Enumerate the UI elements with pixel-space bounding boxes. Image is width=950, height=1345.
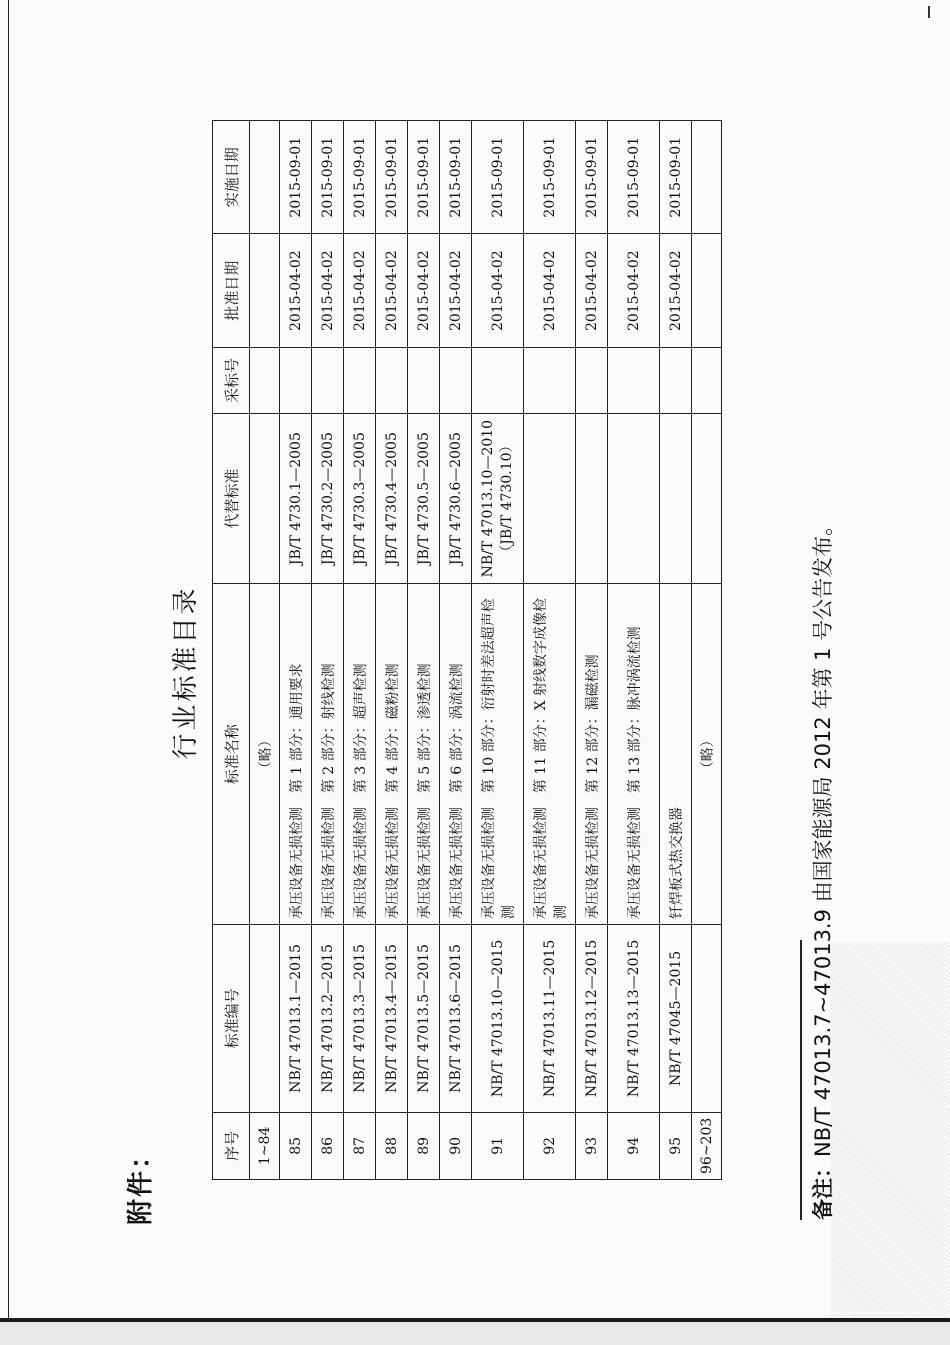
- cell-empty: [692, 121, 722, 234]
- attachment-label: 附件：: [126, 1140, 156, 1225]
- cell-approved: 2015-04-02: [576, 234, 608, 347]
- cell-approved: 2015-04-02: [344, 234, 376, 347]
- cell-code: NB/T 47045—2015: [660, 925, 692, 1113]
- cell-name: 承压设备无损检测 第 10 部分：衍射时差法超声检测: [472, 584, 524, 925]
- cell-adopted: [408, 347, 440, 413]
- cell-omitted: （略）: [250, 584, 280, 925]
- cell-empty: [692, 925, 722, 1113]
- table-row: [440, 121, 472, 1180]
- cell-seq: 86: [312, 1112, 344, 1179]
- cell-seq: 92: [524, 1112, 576, 1179]
- cell-replaced: [576, 413, 608, 583]
- cell-adopted: [312, 347, 344, 413]
- cell-name: 承压设备无损检测 第 5 部分：渗透检测: [408, 584, 440, 925]
- cell-name: 承压设备无损检测 第 11 部分：X 射线数字成像检测: [524, 584, 576, 925]
- cell-code: NB/T 47013.4—2015: [376, 925, 408, 1113]
- cell-adopted: [472, 347, 524, 413]
- cell-implemented: 2015-09-01: [408, 121, 440, 234]
- cell-implemented: 2015-09-01: [524, 121, 576, 234]
- cell-approved: 2015-04-02: [440, 234, 472, 347]
- cell-code: NB/T 47013.12—2015: [576, 925, 608, 1113]
- cell-empty: [250, 121, 280, 234]
- cell-seq: 91: [472, 1112, 524, 1179]
- note-text: NB/T 47013.7~47013.9 由国家能源局 2012 年第 1 号公告发布。: [811, 514, 835, 1157]
- cell-replaced: JB/T 4730.6—2005: [440, 413, 472, 583]
- cell-seq: 93: [576, 1112, 608, 1179]
- header-code: 标准编号: [213, 925, 250, 1113]
- table-row: [576, 121, 608, 1180]
- cell-seq: 1~84: [250, 1112, 280, 1179]
- cell-approved: 2015-04-02: [280, 234, 312, 347]
- cell-adopted: [524, 347, 576, 413]
- cell-name: 承压设备无损检测 第 2 部分：射线检测: [312, 584, 344, 925]
- cell-empty: [692, 413, 722, 583]
- cell-replaced: JB/T 4730.4—2005: [376, 413, 408, 583]
- standards-table: [212, 120, 722, 1180]
- cell-empty: [250, 925, 280, 1113]
- cell-replaced: JB/T 4730.1—2005: [280, 413, 312, 583]
- table-row: [408, 121, 440, 1180]
- table-row-omitted-bottom: [692, 121, 722, 1180]
- table-row: [660, 121, 692, 1180]
- cell-approved: 2015-04-02: [312, 234, 344, 347]
- page-title: 行业标准目录: [171, 585, 201, 760]
- header-name: 标准名称: [213, 584, 250, 925]
- cell-seq: 95: [660, 1112, 692, 1179]
- cell-adopted: [660, 347, 692, 413]
- cell-approved: 2015-04-02: [376, 234, 408, 347]
- cell-adopted: [344, 347, 376, 413]
- table-row: [280, 121, 312, 1180]
- cell-replaced: [660, 413, 692, 583]
- cell-adopted: [280, 347, 312, 413]
- cell-implemented: 2015-09-01: [660, 121, 692, 234]
- cell-code: NB/T 47013.13—2015: [608, 925, 660, 1113]
- cell-code: NB/T 47013.1—2015: [280, 925, 312, 1113]
- cell-replaced: JB/T 4730.5—2005: [408, 413, 440, 583]
- table-header-row: [213, 121, 250, 1180]
- cell-replaced: JB/T 4730.3—2005: [344, 413, 376, 583]
- table-row-omitted-top: [250, 121, 280, 1180]
- table-row: [344, 121, 376, 1180]
- cell-seq: 87: [344, 1112, 376, 1179]
- cell-adopted: [440, 347, 472, 413]
- cell-seq: 90: [440, 1112, 472, 1179]
- cell-empty: [250, 413, 280, 583]
- cell-replaced: NB/T 47013.10—2010（JB/T 4730.10）: [472, 413, 524, 583]
- cell-code: NB/T 47013.5—2015: [408, 925, 440, 1113]
- header-replaced: 代替标准: [213, 413, 250, 583]
- note-divider: [800, 940, 802, 1220]
- cell-adopted: [376, 347, 408, 413]
- cell-implemented: 2015-09-01: [576, 121, 608, 234]
- cell-implemented: 2015-09-01: [472, 121, 524, 234]
- cell-empty: [250, 347, 280, 413]
- table-row: [608, 121, 660, 1180]
- table-row: [472, 121, 524, 1180]
- cell-name: 承压设备无损检测 第 13 部分：脉冲涡流检测: [608, 584, 660, 925]
- cell-name: 承压设备无损检测 第 4 部分：磁粉检测: [376, 584, 408, 925]
- cell-seq: 89: [408, 1112, 440, 1179]
- header-approved: 批准日期: [213, 234, 250, 347]
- cell-implemented: 2015-09-01: [608, 121, 660, 234]
- cell-implemented: 2015-09-01: [312, 121, 344, 234]
- cell-seq: 94: [608, 1112, 660, 1179]
- cell-name: 承压设备无损检测 第 12 部分：漏磁检测: [576, 584, 608, 925]
- header-implemented: 实施日期: [213, 121, 250, 234]
- cell-approved: 2015-04-02: [472, 234, 524, 347]
- cell-omitted: （略）: [692, 584, 722, 925]
- cell-empty: [250, 234, 280, 347]
- header-seq: 序号: [213, 1112, 250, 1179]
- cell-approved: 2015-04-02: [524, 234, 576, 347]
- cell-empty: [692, 347, 722, 413]
- cell-name: 承压设备无损检测 第 6 部分：涡流检测: [440, 584, 472, 925]
- cell-approved: 2015-04-02: [408, 234, 440, 347]
- cell-approved: 2015-04-02: [608, 234, 660, 347]
- footnote: [807, 515, 837, 1220]
- cell-name: 钎焊板式热交换器: [660, 584, 692, 925]
- cell-implemented: 2015-09-01: [344, 121, 376, 234]
- table-row: [524, 121, 576, 1180]
- cell-adopted: [608, 347, 660, 413]
- cell-implemented: 2015-09-01: [440, 121, 472, 234]
- cell-seq: 96~203: [692, 1112, 722, 1179]
- cell-code: NB/T 47013.3—2015: [344, 925, 376, 1113]
- cell-replaced: [608, 413, 660, 583]
- cell-replaced: JB/T 4730.2—2005: [312, 413, 344, 583]
- table-row: [312, 121, 344, 1180]
- cell-code: NB/T 47013.6—2015: [440, 925, 472, 1113]
- cell-code: NB/T 47013.11—2015: [524, 925, 576, 1113]
- cell-adopted: [576, 347, 608, 413]
- cell-seq: 88: [376, 1112, 408, 1179]
- cell-name: 承压设备无损检测 第 1 部分：通用要求: [280, 584, 312, 925]
- note-label: 备注：: [811, 1157, 835, 1220]
- cell-implemented: 2015-09-01: [376, 121, 408, 234]
- table-row: [376, 121, 408, 1180]
- cell-name: 承压设备无损检测 第 3 部分：超声检测: [344, 584, 376, 925]
- cell-seq: 85: [280, 1112, 312, 1179]
- cell-empty: [692, 234, 722, 347]
- cell-code: NB/T 47013.2—2015: [312, 925, 344, 1113]
- cell-approved: 2015-04-02: [660, 234, 692, 347]
- cell-implemented: 2015-09-01: [280, 121, 312, 234]
- header-adopted: 采标号: [213, 347, 250, 413]
- cell-code: NB/T 47013.10—2015: [472, 925, 524, 1113]
- cell-replaced: [524, 413, 576, 583]
